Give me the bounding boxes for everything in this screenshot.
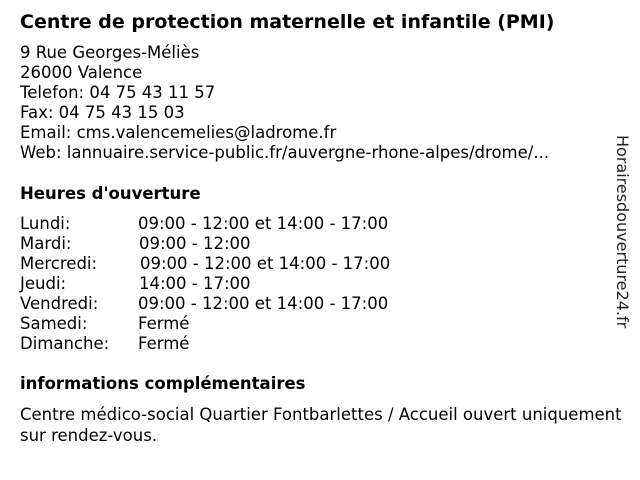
street-address: 9 Rue Georges-Méliès	[20, 43, 200, 62]
address-block	[20, 43, 549, 163]
day-label: Dimanche:	[20, 334, 110, 353]
day-hours: 09:00 - 12:00 et 14:00 - 17:00	[138, 214, 389, 233]
day-label: Lundi:	[20, 214, 71, 233]
day-label: Samedi:	[20, 314, 88, 333]
day-hours: 14:00 - 17:00	[139, 274, 251, 293]
fax-number: Fax: 04 75 43 15 03	[20, 103, 185, 122]
page-title: Centre de protection maternelle et infantile (PMI)	[20, 11, 555, 33]
additional-info-text: Centre médico-social Quartier Fontbarlettes / Accueil ouvert uniquement sur rendez-vous.	[20, 405, 622, 445]
day-hours: Fermé	[138, 334, 190, 353]
day-hours: 09:00 - 12:00 et 14:00 - 17:00	[138, 294, 389, 313]
email-address: Email: cms.valencemelies@ladrome.fr	[20, 123, 337, 142]
additional-info-heading: informations complémentaires	[20, 374, 306, 393]
day-hours: 09:00 - 12:00 et 14:00 - 17:00	[140, 254, 391, 273]
opening-hours-heading: Heures d'ouverture	[20, 184, 201, 203]
day-hours: Fermé	[138, 314, 190, 333]
website-link: Web: lannuaire.service-public.fr/auvergne-rhone-alpes/drome/...	[20, 143, 550, 162]
phone-number: Telefon: 04 75 43 11 57	[20, 83, 216, 102]
day-hours: 09:00 - 12:00	[139, 234, 251, 253]
day-label: Mercredi:	[20, 254, 98, 273]
site-watermark: Horairesdouverture24.fr	[613, 135, 632, 329]
city-postcode: 26000 Valence	[20, 63, 143, 82]
day-label: Vendredi:	[20, 294, 99, 313]
day-label: Mardi:	[20, 234, 72, 253]
day-label: Jeudi:	[20, 274, 67, 293]
